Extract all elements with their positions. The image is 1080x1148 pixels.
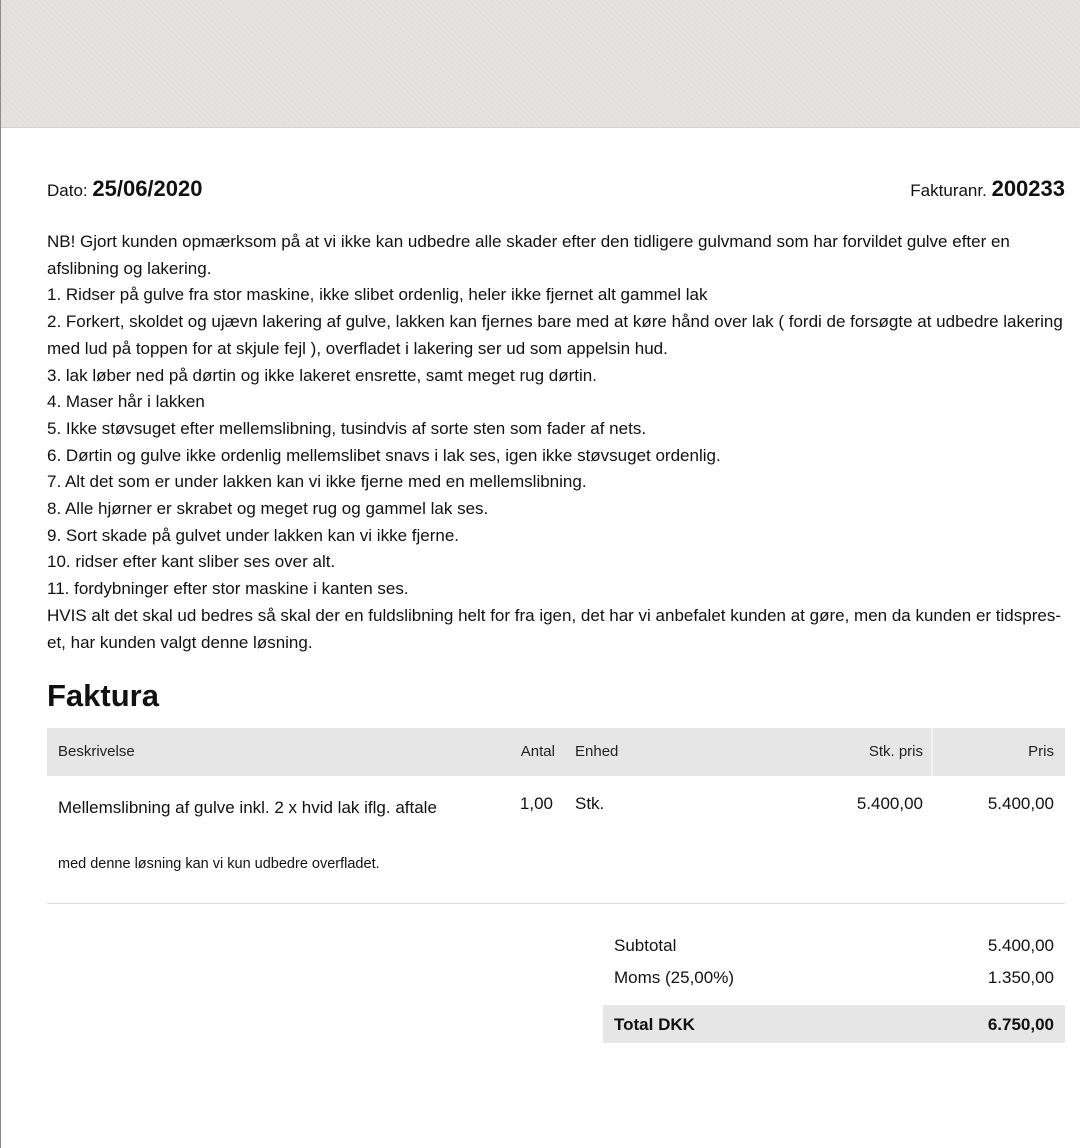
vat-row (603, 965, 1065, 997)
column-header-unit-price: Stk. pris (868, 743, 923, 760)
column-header-quantity: Antal (520, 743, 555, 760)
column-divider (931, 728, 933, 776)
item-unit: Stk. (575, 794, 605, 813)
notes-block (47, 229, 1067, 656)
invoice-meta (47, 176, 1065, 206)
invoice-number-label: Fakturanr. (910, 181, 987, 200)
note-line: 5. Ikke støvsuget efter mellemslibning, tusindvis af sorte sten som fader af nets. (47, 418, 647, 438)
column-header-unit: Enhed (575, 743, 619, 760)
total-label: Total DKK (614, 1015, 695, 1034)
table-row (47, 776, 1065, 904)
date-value: 25/06/2020 (92, 176, 203, 201)
note-line: 10. ridser efter kant sliber ses over alt. (47, 552, 336, 572)
note-line: 7. Alt det som er under lakken kan vi ikke fjerne med en mellemslibning. (47, 472, 587, 492)
total-value: 6.750,00 (987, 1015, 1054, 1034)
item-price: 5.400,00 (987, 794, 1054, 813)
note-line: NB! Gjort kunden opmærksom på at vi ikke kan udbedre alle skader efter den tidligere gulvmand som har forvildet gulve efter en afslibning og lakering. (47, 232, 1010, 278)
item-note: med denne løsning kan vi kun udbedre overfladet. (58, 856, 380, 872)
note-line: 8. Alle hjørner er skrabet og meget rug og gammel lak ses. (47, 499, 489, 519)
vat-label: Moms (25,00%) (614, 968, 734, 987)
note-line: 2. Forkert, skoldet og ujævn lakering af gulve, lakken kan fjernes bare med at køre hånd over lak ( fordi de forsøgte at udbedre lakering med lud på toppen for at skjule fejl ), overfladet i lakering ser ud som appelsin hud. (47, 312, 1063, 358)
date-label: Dato: (47, 181, 88, 200)
note-line: 1. Ridser på gulve fra stor maskine, ikke slibet ordenlig, heler ikke fjernet alt gammel lak (47, 285, 708, 305)
table-header (47, 728, 1065, 776)
invoice-number-field (910, 176, 1065, 202)
item-description: Mellemslibning af gulve inkl. 2 x hvid lak iflg. aftale (58, 798, 437, 817)
vat-value: 1.350,00 (987, 968, 1054, 987)
invoice-number-value: 200233 (991, 176, 1065, 201)
column-header-description: Beskrivelse (58, 743, 135, 760)
note-line: 11. fordybninger efter stor maskine i kanten ses. (47, 579, 409, 599)
totals-block (603, 933, 1065, 1043)
note-line: HVIS alt det skal ud bedres så skal der en fuldslibning helt for fra igen, det har vi anbefalet kunden at gøre, men da kunden er tidspres-et, har kunden valgt denne løsning. (47, 605, 1061, 652)
column-header-price: Pris (1028, 743, 1054, 760)
note-line: 6. Dørtin og gulve ikke ordenlig mellemslibet snavs i lak ses, igen ikke støvsuget ordenlig. (47, 445, 721, 465)
note-line: 4. Maser hår i lakken (47, 392, 205, 412)
page-edge (0, 0, 1, 1148)
invoice-title: Faktura (47, 678, 159, 713)
invoice-table (47, 728, 1065, 904)
item-unit-price: 5.400,00 (856, 794, 923, 813)
header-banner (0, 0, 1080, 128)
date-field (47, 176, 202, 202)
note-line: 3. lak løber ned på dørtin og ikke lakeret ensrette, samt meget rug dørtin. (47, 365, 597, 385)
total-row (603, 1005, 1065, 1043)
note-line: 9. Sort skade på gulvet under lakken kan vi ikke fjerne. (47, 525, 460, 545)
subtotal-row (603, 933, 1065, 965)
item-quantity: 1,00 (519, 794, 553, 813)
subtotal-value: 5.400,00 (987, 936, 1054, 955)
subtotal-label: Subtotal (614, 936, 677, 955)
